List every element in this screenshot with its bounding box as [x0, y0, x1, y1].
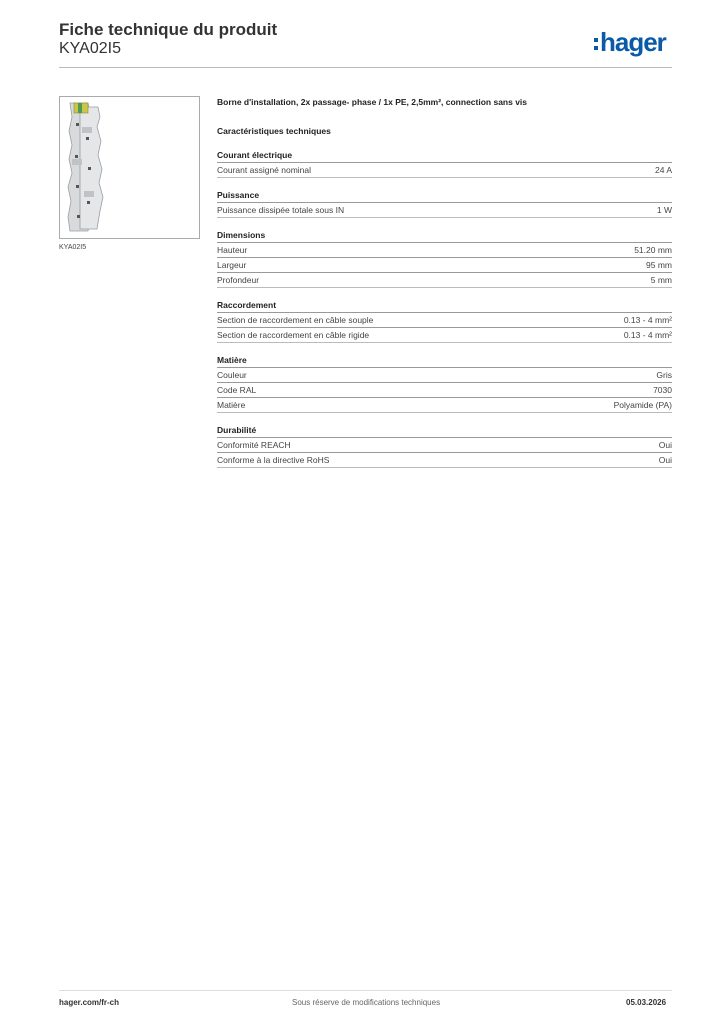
product-reference: KYA02I5	[59, 40, 121, 57]
hager-logo	[594, 28, 666, 56]
spec-label: Hauteur	[217, 245, 248, 255]
spec-value: 95 mm	[646, 260, 672, 270]
footer-date: 05.03.2026	[626, 998, 667, 1007]
spec-label: Code RAL	[217, 385, 257, 395]
product-description: Borne d'installation, 2x passage- phase / 1x PE, 2,5mm², connection sans vis	[217, 97, 528, 107]
page-title: Fiche technique du produit	[59, 20, 278, 39]
spec-value: Oui	[658, 440, 672, 450]
spec-group-durabilite	[217, 424, 672, 468]
spec-group-title: Durabilité	[217, 425, 257, 435]
spec-label: Matière	[217, 400, 246, 410]
spec-row	[217, 367, 672, 382]
spec-group-dimensions	[217, 229, 672, 288]
product-image	[59, 96, 200, 239]
product-details	[217, 94, 672, 468]
specifications-heading: Caractéristiques techniques	[217, 126, 331, 136]
spec-row	[217, 437, 672, 452]
spec-value: Oui	[658, 455, 672, 465]
spec-label: Couleur	[217, 370, 247, 380]
spec-group-raccordement	[217, 299, 672, 343]
spec-group-title: Raccordement	[217, 300, 277, 310]
product-image-caption: KYA02I5	[59, 244, 87, 251]
spec-value: Gris	[656, 370, 672, 380]
spec-label: Conformité REACH	[217, 440, 291, 450]
footer-divider	[59, 990, 672, 991]
spec-row	[217, 242, 672, 257]
spec-row	[217, 312, 672, 327]
logo-wordmark: hager	[600, 27, 666, 57]
spec-value: 24 A	[654, 165, 672, 175]
spec-value: Polyamide (PA)	[613, 400, 672, 410]
spec-value: 7030	[653, 385, 672, 395]
spec-value: 0.13 - 4 mm²	[623, 315, 672, 325]
spec-row	[217, 327, 672, 343]
spec-group-matiere	[217, 354, 672, 413]
spec-row	[217, 452, 672, 468]
footer-disclaimer: Sous réserve de modifications techniques	[292, 998, 441, 1007]
spec-group-title: Courant électrique	[217, 150, 293, 160]
spec-row	[217, 272, 672, 288]
spec-group-courant	[217, 149, 672, 178]
spec-row	[217, 257, 672, 272]
spec-label: Puissance dissipée totale sous IN	[217, 205, 345, 215]
spec-label: Section de raccordement en câble rigide	[217, 330, 370, 340]
spec-row	[217, 397, 672, 413]
spec-value: 51.20 mm	[634, 245, 672, 255]
spec-group-title: Puissance	[217, 190, 260, 200]
spec-row	[217, 202, 672, 218]
spec-label: Profondeur	[217, 275, 260, 285]
spec-label: Conforme à la directive RoHS	[217, 455, 330, 465]
spec-label: Largeur	[217, 260, 247, 270]
spec-group-puissance	[217, 189, 672, 218]
header-divider	[59, 67, 672, 68]
spec-value: 0.13 - 4 mm²	[623, 330, 672, 340]
spec-row	[217, 382, 672, 397]
footer-website-link[interactable]: hager.com/fr-ch	[59, 998, 120, 1007]
spec-group-title: Matière	[217, 355, 247, 365]
spec-value: 5 mm	[650, 275, 672, 285]
spec-label: Courant assigné nominal	[217, 165, 312, 175]
spec-group-title: Dimensions	[217, 230, 266, 240]
logo-dots	[594, 38, 598, 50]
spec-label: Section de raccordement en câble souple	[217, 315, 374, 325]
terminal-block-illustration	[60, 97, 199, 238]
spec-row	[217, 162, 672, 178]
spec-value: 1 W	[656, 205, 672, 215]
